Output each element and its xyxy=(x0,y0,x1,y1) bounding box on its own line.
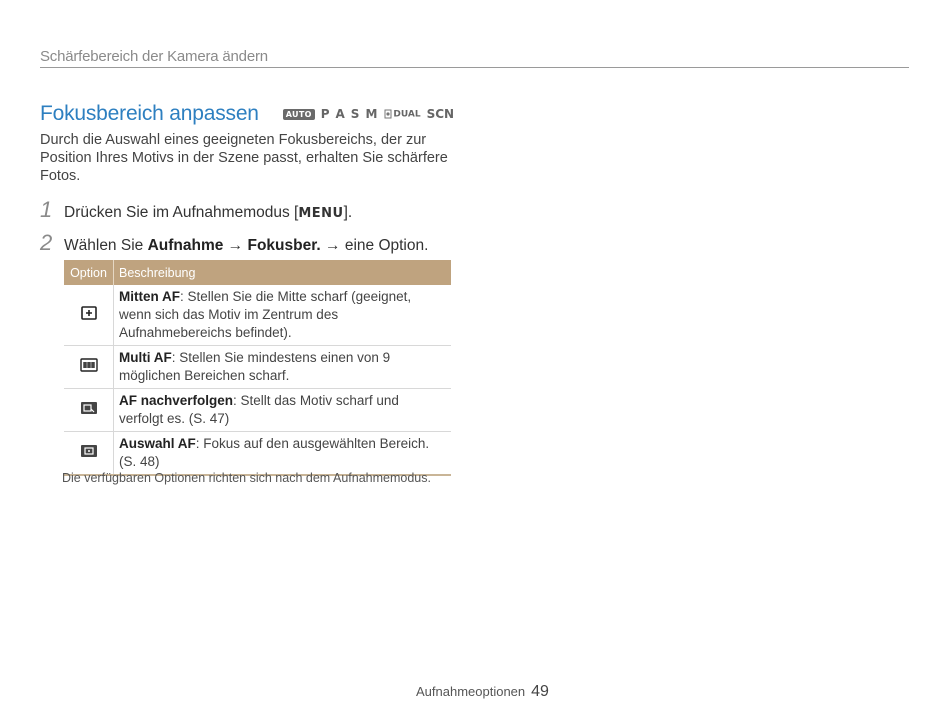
step-number: 1 xyxy=(40,197,53,222)
step-1 xyxy=(40,197,352,223)
selection-af-icon xyxy=(80,444,98,463)
table-row xyxy=(64,346,451,389)
option-description: Mitten AF: Stellen Sie die Mitte scharf (geeignet, wenn sich das Motiv im Zentrum des Aufnahmebereichs befindet). xyxy=(114,285,452,346)
tracking-af-icon xyxy=(80,401,98,420)
table-row xyxy=(64,389,451,432)
title-row xyxy=(40,102,454,126)
table-row xyxy=(64,285,451,346)
m-mode-icon: M xyxy=(365,107,378,121)
dual-is-mode-icon: DUAL xyxy=(383,108,420,120)
section-header xyxy=(40,48,909,68)
intro-text: Durch die Auswahl eines geeigneten Fokusbereichs, der zur Position Ihres Motivs in der Szene passt, erhalten Sie schärfere Fotos. xyxy=(40,132,448,184)
page-number: 49 xyxy=(531,683,549,700)
a-mode-icon: A xyxy=(335,107,345,121)
page-title: Fokusbereich anpassen xyxy=(40,102,259,125)
s-mode-icon: S xyxy=(350,107,360,121)
multi-af-icon xyxy=(80,358,98,377)
options-table xyxy=(64,260,451,476)
section-title: Schärfebereich der Kamera ändern xyxy=(40,48,268,65)
option-description: Auswahl AF: Fokus auf den ausgewählten Bereich. (S. 48) xyxy=(114,432,452,476)
column-header-description: Beschreibung xyxy=(114,260,452,285)
footnote: Die verfügbaren Optionen richten sich nach dem Aufnahmemodus. xyxy=(62,471,431,485)
table-header-row xyxy=(64,260,451,285)
menu-key-icon: MENU xyxy=(298,206,344,221)
step-text: Wählen Sie Aufnahme → Fokusber. → eine Option. xyxy=(64,237,429,254)
scn-mode-icon: SCN xyxy=(426,107,455,121)
option-description: Multi AF: Stellen Sie mindestens einen von 9 möglichen Bereichen scharf. xyxy=(114,346,452,389)
footer-label: Aufnahmeoptionen xyxy=(416,684,526,699)
page-footer xyxy=(416,683,549,701)
center-af-icon xyxy=(81,306,97,325)
step-2 xyxy=(40,230,428,256)
p-mode-icon: P xyxy=(320,107,330,121)
column-header-option: Option xyxy=(64,260,114,285)
step-text: Drücken Sie im Aufnahmemodus [MENU]. xyxy=(64,204,353,221)
table-row xyxy=(64,432,451,476)
option-description: AF nachverfolgen: Stellt das Motiv scharf und verfolgt es. (S. 47) xyxy=(114,389,452,432)
mode-icons xyxy=(283,107,454,121)
auto-mode-icon: AUTO xyxy=(283,109,315,120)
step-number: 2 xyxy=(40,230,53,255)
